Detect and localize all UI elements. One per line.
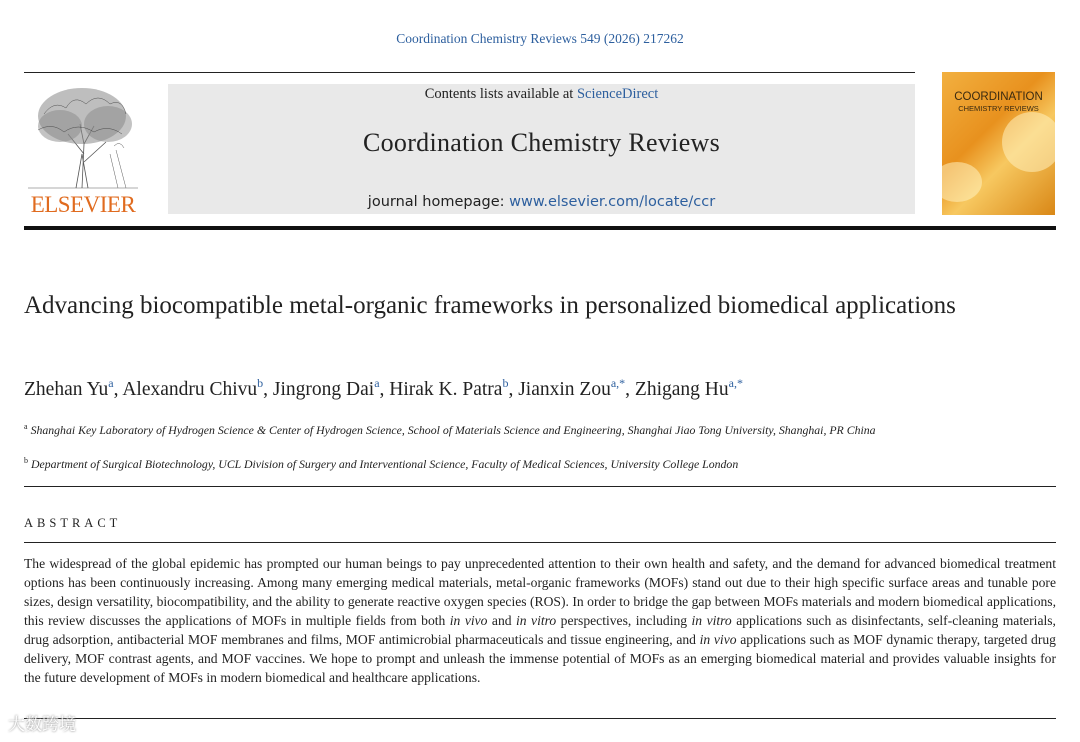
cover-decoration xyxy=(1002,112,1055,172)
header-rule xyxy=(24,72,915,73)
journal-header-band xyxy=(168,84,915,214)
article-title: Advancing biocompatible metal-organic frameworks in personalized biomedical applications xyxy=(24,292,956,319)
abstract-text: applications such as disinfectants, self-cleaning materials, drug adsorption, antibacterial MOF membranes and films, MOF antimicrobial pharmaceuticals and tissue engineering, and xyxy=(24,613,1056,647)
affiliation-a xyxy=(24,418,1024,439)
author-name[interactable]: Zhehan Yu xyxy=(24,379,109,400)
section-rule xyxy=(24,486,1056,487)
journal-cover-thumbnail[interactable] xyxy=(942,72,1055,215)
author-affiliation-mark[interactable]: b xyxy=(257,376,264,390)
contents-line xyxy=(168,86,915,103)
affiliation-mark: a xyxy=(24,422,28,431)
author-affiliation-mark[interactable]: b xyxy=(502,376,509,390)
author-name[interactable]: Hirak K. Patra xyxy=(389,379,503,400)
affiliation-mark: b xyxy=(24,456,28,465)
cover-title-line1: COORDINATION xyxy=(954,91,1043,103)
author-affiliation-mark[interactable]: a xyxy=(108,376,114,390)
affiliation-b xyxy=(24,452,1024,473)
abstract-text: The widespread of the global epidemic has prompted our human beings to pay unprecedented attention to their own health and safety, and the demand for advanced biomedical treatment options has been continuously increasing. Among many emerging medical materials, metal-organic frameworks (MOFs) stand out due to their high specific surface areas and tunable pore sizes, design versatility, biocompatibility, and the ability to generate reactive oxygen species (ROS). In order to bridge the gap between MOFs materials and modern biomedical applications, this review discusses the applications of MOFs in multiple fields from both xyxy=(24,556,1056,628)
tree-engraving-icon xyxy=(24,84,142,190)
abstract-emphasis: in vitro xyxy=(516,613,557,628)
abstract-emphasis: in vivo xyxy=(449,613,488,628)
journal-name: Coordination Chemistry Reviews xyxy=(362,128,721,157)
abstract-heading: ABSTRACT xyxy=(24,516,122,530)
author-name[interactable]: Zhigang Hu xyxy=(634,379,729,400)
author-affiliation-mark[interactable]: a,* xyxy=(728,376,743,390)
bottom-rule xyxy=(24,718,1056,719)
abstract-body xyxy=(24,554,1056,687)
abstract-emphasis: in vivo xyxy=(699,632,737,647)
homepage-line xyxy=(168,194,915,210)
abstract-text: and xyxy=(487,613,517,628)
cover-decoration xyxy=(942,162,982,202)
contents-prefix: Contents lists available at xyxy=(424,86,574,102)
cover-title xyxy=(942,92,1055,114)
abstract-emphasis: in vitro xyxy=(691,613,732,628)
affiliation-text: Shanghai Key Laboratory of Hydrogen Science & Center of Hydrogen Science, School of Materials Science and Engineering, Shanghai Jiao Tong University, Shanghai, PR China xyxy=(30,423,876,437)
author-name[interactable]: Alexandru Chivu xyxy=(122,379,258,400)
author-name[interactable]: Jingrong Dai xyxy=(272,379,375,400)
journal-citation: Coordination Chemistry Reviews 549 (2026) 217262 xyxy=(396,31,684,46)
elsevier-wordmark: ELSEVIER xyxy=(30,192,136,217)
author-affiliation-mark[interactable]: a xyxy=(374,376,380,390)
watermark: 大数跨境 xyxy=(8,715,76,735)
homepage-link[interactable]: www.elsevier.com/locate/ccr xyxy=(509,194,716,210)
author-affiliation-mark[interactable]: a,* xyxy=(610,376,626,390)
elsevier-logo xyxy=(24,84,142,216)
abstract-text: perspectives, including xyxy=(556,613,692,628)
affiliation-text: Department of Surgical Biotechnology, UCL Division of Surgery and Interventional Science, Faculty of Medical Sciences, University College London xyxy=(31,457,739,471)
sciencedirect-link[interactable]: ScienceDirect xyxy=(576,86,659,102)
author-name[interactable]: Jianxin Zou xyxy=(518,379,611,400)
author-list: Zhehan Yu$^a$, Alexandru Chivu$^b$, Jingrong Dai$^a$, Hirak K. Patra$^b$, Jianxin Zou$^{a,*}$, Zhigang $Hu^{a,*}$ xyxy=(24,376,743,400)
abstract-text: applications such as MOF dynamic therapy, targeted drug delivery, MOF contrast agents, and MOF vaccines. We hope to prompt and unleash the immense potential of MOFs as an emerging biomedical material and provides valuable insights for the future development of MOFs in modern biomedical and healthcare applications. xyxy=(24,632,1056,685)
header-thick-rule xyxy=(24,226,1056,230)
abstract-rule xyxy=(24,542,1056,543)
cover-title-line2: CHEMISTRY REVIEWS xyxy=(958,104,1039,113)
homepage-prefix: journal homepage: xyxy=(367,194,505,210)
